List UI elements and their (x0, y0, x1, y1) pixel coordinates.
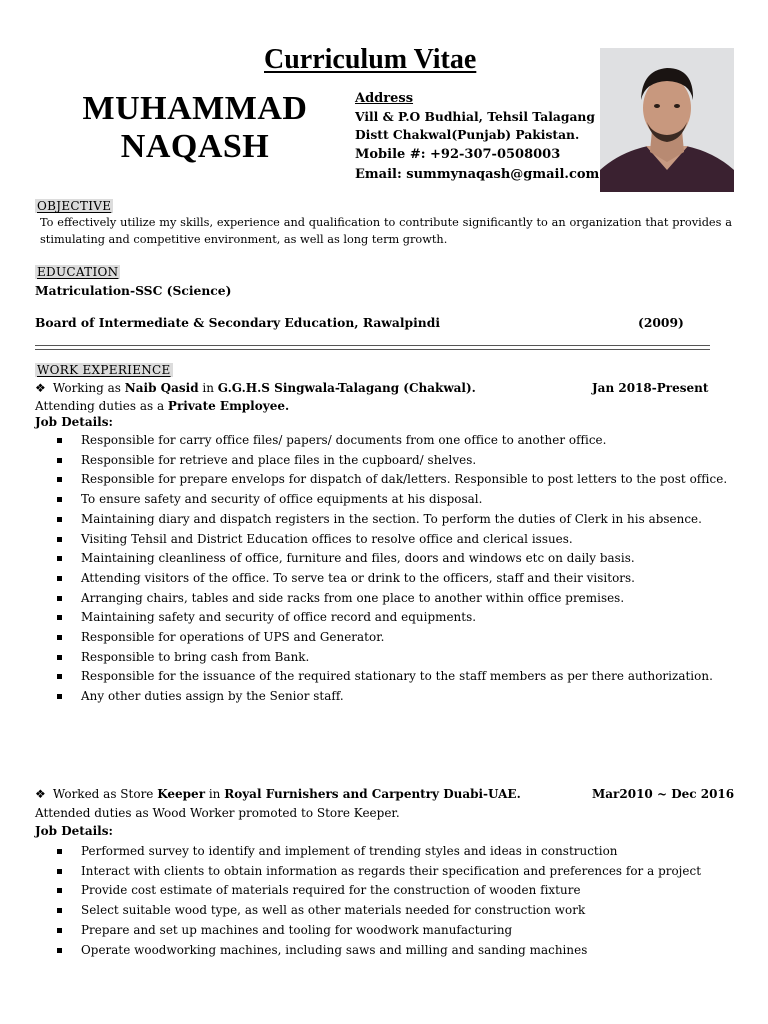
job2-title-line (35, 787, 521, 801)
address-line-2: Distt Chakwal(Punjab) Pakistan. (355, 127, 580, 142)
duty-text: To ensure safety and security of office equipments at his disposal. (81, 492, 483, 507)
job1-pre: Working as (52, 381, 125, 395)
name-first: MUHAMMAD (82, 90, 308, 127)
duty-text: Prepare and set up machines and tooling for woodwork manufacturing (81, 922, 513, 937)
job1-date: Jan 2018-Present (592, 381, 709, 395)
duty-text: Responsible for operations of UPS and Generator. (81, 630, 385, 645)
job1-duties-list (52, 431, 732, 707)
candidate-name (70, 90, 320, 166)
square-bullet-icon (57, 908, 62, 913)
square-bullet-icon (57, 596, 62, 601)
duty-item (52, 687, 732, 707)
duty-text: Interact with clients to obtain information as regards their specification and preferences for a project (81, 863, 702, 878)
duty-item (52, 510, 732, 530)
square-bullet-icon (57, 869, 62, 874)
job1-attend-line (35, 399, 289, 413)
job2-role: Keeper (157, 787, 206, 801)
square-bullet-icon (57, 517, 62, 522)
job1-attend-pre: Attending duties as a (35, 399, 168, 413)
duty-item (52, 431, 732, 451)
square-bullet-icon (57, 556, 62, 561)
square-bullet-icon (57, 948, 62, 953)
duty-item (52, 648, 732, 668)
duty-item (52, 530, 732, 550)
square-bullet-icon (57, 477, 62, 482)
square-bullet-icon (57, 615, 62, 620)
person-portrait-icon (600, 48, 734, 192)
duty-item (52, 549, 732, 569)
duty-item (52, 628, 732, 648)
education-degree: Matriculation-SSC (Science) (35, 283, 232, 298)
name-last: NAQASH (120, 128, 270, 165)
duty-text: Arranging chairs, tables and side racks from one place to another within office premises. (81, 590, 625, 605)
duty-item (52, 667, 732, 687)
duty-text: Responsible for the issuance of the required stationary to the staff members as per there authorization. (81, 669, 713, 684)
mobile-number: Mobile #: +92-307-0508003 (355, 147, 561, 162)
address-line-1: Vill & P.O Budhial, Tehsil Talagang (355, 109, 595, 124)
duty-text: Maintaining cleanliness of office, furniture and files, doors and windows etc on daily basis. (81, 551, 635, 566)
job1-title-line (35, 381, 476, 395)
objective-heading: OBJECTIVE (37, 199, 112, 213)
duty-item (52, 941, 732, 961)
diamond-bullet-icon: ❖ (35, 787, 46, 801)
square-bullet-icon (57, 849, 62, 854)
square-bullet-icon (57, 635, 62, 640)
duty-text: Responsible to bring cash from Bank. (81, 649, 310, 664)
education-board: Board of Intermediate & Secondary Education, Rawalpindi (35, 315, 441, 330)
duty-text: Responsible for prepare envelops for dispatch of dak/letters. Responsible to post letters to the post office. (81, 472, 728, 487)
profile-photo (600, 48, 734, 192)
square-bullet-icon (57, 576, 62, 581)
duty-item (52, 608, 732, 628)
duty-item (52, 842, 732, 862)
job2-org: Royal Furnishers and Carpentry Duabi-UAE. (224, 787, 521, 801)
duty-text: Operate woodworking machines, including saws and milling and sanding machines (81, 942, 588, 957)
square-bullet-icon (57, 497, 62, 502)
duty-text: Performed survey to identify and implement of trending styles and ideas in construction (81, 844, 618, 858)
duty-text: Maintaining diary and dispatch registers in the section. To perform the duties of Clerk in his absence. (81, 511, 702, 526)
duty-item (52, 470, 732, 490)
document-title: Curriculum Vitae (264, 44, 477, 75)
job2-pre: Worked as Store (52, 787, 158, 801)
duty-text: Attending visitors of the office. To serve tea or drink to the officers, staff and their visitors. (81, 570, 636, 585)
job2-attend: Attended duties as Wood Worker promoted to Store Keeper. (35, 806, 400, 820)
duty-item (52, 881, 732, 901)
duty-text: Provide cost estimate of materials required for the construction of wooden fixture (81, 883, 581, 898)
job1-mid: in (198, 381, 218, 395)
education-year: (2009) (638, 315, 684, 330)
job2-details-label: Job Details: (35, 824, 113, 838)
duty-item (52, 490, 732, 510)
duty-item (52, 862, 732, 882)
square-bullet-icon (57, 888, 62, 893)
duty-text: Maintaining safety and security of office record and equipments. (81, 610, 477, 625)
work-heading: WORK EXPERIENCE (37, 363, 171, 377)
duty-text: Responsible for retrieve and place files in the cupboard/ shelves. (81, 452, 477, 467)
duty-text: Any other duties assign by the Senior staff. (81, 689, 344, 704)
education-heading: EDUCATION (37, 265, 119, 279)
job2-date: Mar2010 ~ Dec 2016 (592, 787, 735, 801)
duty-item (52, 451, 732, 471)
section-divider (35, 345, 710, 350)
address-block (355, 90, 605, 184)
duty-item (52, 569, 732, 589)
square-bullet-icon (57, 458, 62, 463)
email-address: Email: summynaqash@gmail.com (355, 167, 600, 182)
duty-item (52, 921, 732, 941)
diamond-bullet-icon: ❖ (35, 381, 46, 395)
job1-details-label: Job Details: (35, 415, 113, 429)
square-bullet-icon (57, 537, 62, 542)
square-bullet-icon (57, 438, 62, 443)
square-bullet-icon (57, 694, 62, 699)
duty-text: Visiting Tehsil and District Education offices to resolve office and clerical issues. (81, 531, 573, 546)
duty-text: Responsible for carry office files/ papers/ documents from one office to another office. (81, 433, 607, 447)
square-bullet-icon (57, 928, 62, 933)
duty-text: Select suitable wood type, as well as other materials needed for construction work (81, 903, 586, 918)
job1-role: Naib Qasid (124, 381, 199, 395)
objective-text: To effectively utilize my skills, experience and qualification to contribute significantly to an organization that provides a stimulating and competitive environment, as well as long term growth. (40, 216, 732, 246)
job1-attend-role: Private Employee. (167, 399, 290, 413)
job2-mid: in (205, 787, 225, 801)
duty-item (52, 901, 732, 921)
square-bullet-icon (57, 655, 62, 660)
duty-item (52, 589, 732, 609)
address-heading: Address (355, 91, 414, 106)
job2-duties-list (52, 842, 732, 960)
job1-org: G.G.H.S Singwala-Talagang (Chakwal). (217, 381, 476, 395)
square-bullet-icon (57, 674, 62, 679)
